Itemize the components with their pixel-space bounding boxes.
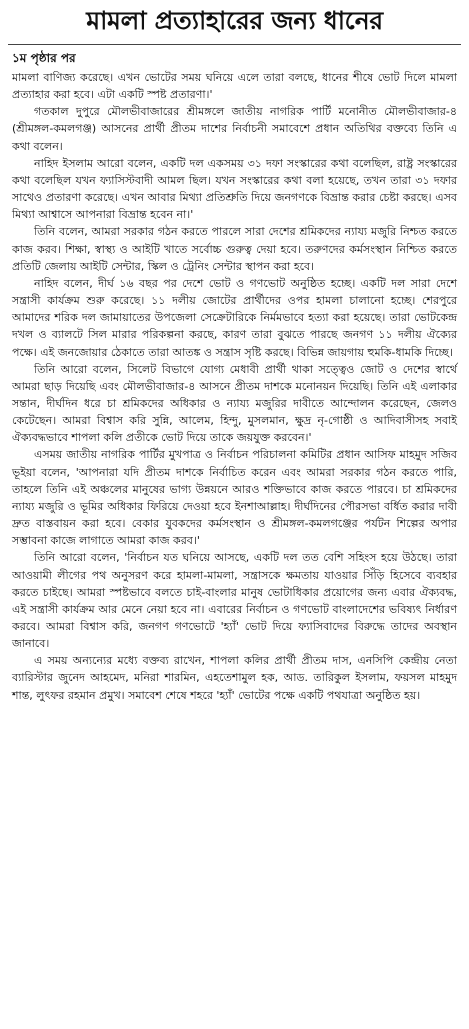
- article-paragraph: মামলা বাণিজ্য করেছে। এখন ভোটের সময় ঘনিয়ে এলে তারা বলছে, ধানের শীষে ভোট দিলে মামলা প্রত্যাহার করা হবে। এটা একটি স্পষ্ট প্রতারণা।': [12, 71, 457, 102]
- article-paragraph: তিনি আরো বলেন, সিলেট বিভাগে যোগ্য মেধাবী প্রার্থী থাকা সত্ত্বেও জোট ও দেশের স্বার্থে আমরা ছাড় দিয়েছি এবং মৌলভীবাজার-৪ আসনে প্রীতম দাশকে মনোনয়ন দিয়েছি। তিনি এই এলাকার সন্তান, দীর্ঘদিন ধরে চা শ্রমিকদের অধিকার ও ন্যায্য মজুরির দাবীতে আন্দোলন করেছেন, জেলও কেটেছেন। আমরা বিশ্বাস করি সুন্নি, আলেম, হিন্দু, মুসলমান, ক্ষুদ্র নৃ-গোষ্ঠী ও আদিবাসীসহ সবাই ঐক্যবদ্ধভাবে শাপলা কলি প্রতীকে ভোট দিয়ে তাকে জয়যুক্ত করবেন।': [12, 362, 457, 445]
- article-paragraph: তিনি বলেন, আমরা সরকার গঠন করতে পারলে সারা দেশের শ্রমিকদের ন্যায্য মজুরি নিশ্চত করতে কাজ করব। শিক্ষা, স্বাস্থ্য ও আইটি খাতে সর্বোচ্চ গুরুত্ব দেয়া হবে। তরুণদের কর্মসংস্থান নিশ্চিত করতে প্রতিটি জেলায় আইটি সেন্টার, স্কিল ও ট্রেনিং সেন্টার স্থাপন করা হবে।: [12, 225, 457, 273]
- article-body: [12, 69, 457, 704]
- article-paragraph: নাহিদ বলেন, দীর্ঘ ১৬ বছর পর দেশে ভোট ও গণভোট অনুষ্ঠিত হচ্ছে। একটি দল সারা দেশে সন্ত্রাসী কার্যক্রম শুরু করেছে। ১১ দলীয় জোটের প্রার্থীদের ওপর হামলা চালানো হচ্ছে। শেরপুরে আমাদের শরিক দল জামায়াতের উপজেলা সেক্রেটারিকে নির্মমভাবে হত্যা করা হয়েছে। তারা ভোটকেন্দ্র দখল ও ব্যালটে সিল মারার পরিকল্পনা করছে, কারণ তারা বুঝতে পারছে জনগণ ১১ দলীয় ঐক্যের পক্ষে। এই জনজোয়ার ঠেকাতে তারা আতঙ্ক ও সন্ত্রাস সৃষ্টি করছে। বিভিন্ন জায়গায় হুমকি-ধামকি দিচ্ছে।: [12, 276, 457, 359]
- article-paragraph: গতকাল দুপুরে মৌলভীবাজারের শ্রীমঙ্গলে জাতীয় নাগরিক পার্টি মনোনীত মৌলভীবাজার-৪ (শ্রীমঙ্গল-কমলগঞ্জ) আসনের প্রার্থী প্রীতম দাশের নির্বাচনী সমাবেশে প্রধান অতিথির বক্তব্যে তিনি এ কথা বলেন।: [12, 105, 457, 153]
- article-paragraph: এ সময় অন্যন্যের মধ্যে বক্তব্য রাখেন, শাপলা কলির প্রার্থী প্রীতম দাস, এনসিপি কেন্দ্রীয় নেতা ব্যারিস্টার জুনেদ আহমেদ, মনিরা শারমিন, এহতেশামুল হক, আড. তারিকুল ইসলাম, ফয়সল মাহমুদ শান্ত, লুৎফর রহমান প্রমুখ। সমাবেশ শেষে শহরে 'হ্যাঁ' ভোটের পক্ষে একটি পথযাত্রা অনুষ্ঠিত হয়।: [12, 654, 457, 702]
- continued-from-label: ১ম পৃষ্ঠার পর: [12, 51, 76, 65]
- article-paragraph: এসময় জাতীয় নাগরিক পার্টির মুখপাত্র ও নির্বাচন পরিচালনা কমিটির প্রধান আসিফ মাহমুদ সজিব ভূইয়া বলেন, 'আপনারা যদি প্রীতম দাশকে নির্বাচিত করেন এবং আমরা সরকার গঠন করতে পারি, তাহলে তিনি এই অঞ্চলের মানুষের ভাগ্য উন্নয়নে আরও শক্তিভাবে কাজ করতে পারবে। চা শ্রমিকদের ন্যায্য মজুরি ও ভূমির অধিকার ফিরিয়ে দেওয়া হবে ইনশাআল্লাহ। দীর্ঘদিনের পৌরসভা বর্ধিত করার দাবী দ্রুত বাস্তবায়ন করা হবে। বেকার যুবকদের কর্মসংস্থান ও শ্রীমঙ্গল-কমলগঞ্জের পর্যটন শিল্পের অপার সম্ভাবনা কাজে লাগাতে আমরা কাজ করব।': [12, 448, 457, 548]
- newspaper-page: [0, 4, 469, 1029]
- headline: মামলা প্রত্যাহারের জন্য ধানের: [86, 6, 383, 35]
- article-paragraph: নাহিদ ইসলাম আরো বলেন, একটি দল একসময় ৩১ দফা সংস্কারের কথা বলেছিল, রাষ্ট্র সংস্কারের কথা বলেছিল যখন ফ্যাসিস্টবাদী আমল ছিল। যখন সংস্কারের কথা বলা হয়েছে, তখন তারা ৩১ দফার সাথেও প্রতারণা করেছে। এখন আবার মিথ্যা প্রতিশ্রুতি দিয়ে জনগণকে বিভ্রান্ত করার চেষ্টা করছে। এসব মিথ্যা আশ্বাসে আপনারা বিভ্রান্ত হবেন না।': [12, 156, 457, 222]
- headline-divider: [8, 44, 461, 45]
- article-paragraph: তিনি আরো বলেন, 'নির্বাচন যত ঘনিয়ে আসছে, একটি দল তত বেশি সহিংস হয়ে উঠছে। তারা আওয়ামী লীগের পথ অনুসরণ করে হামলা-মামলা, সন্ত্রাসকে ক্ষমতায় যাওয়ার সিঁড়ি হিসেবে ব্যবহার করতে চাইছে। আমরা স্পষ্টভাবে বলতে চাই-বাংলার মানুষ ভোটাধিকার প্রয়োগের জন্য এবার ঐক্যবদ্ধ, এই সন্ত্রাসী কার্যক্রম আর মেনে নেয়া হবে না। এবারের নির্বাচন ও গণভোট বাংলাদেশের ভবিষ্যৎ নির্ধারণ করবে। আমরা বিশ্বাস করি, জনগণ গণভোটে 'হ্যাঁ' ভোট দিয়ে ফ্যাসিবাদের বিরুদ্ধে তাদের অবস্থান জানাবে।: [12, 551, 457, 651]
